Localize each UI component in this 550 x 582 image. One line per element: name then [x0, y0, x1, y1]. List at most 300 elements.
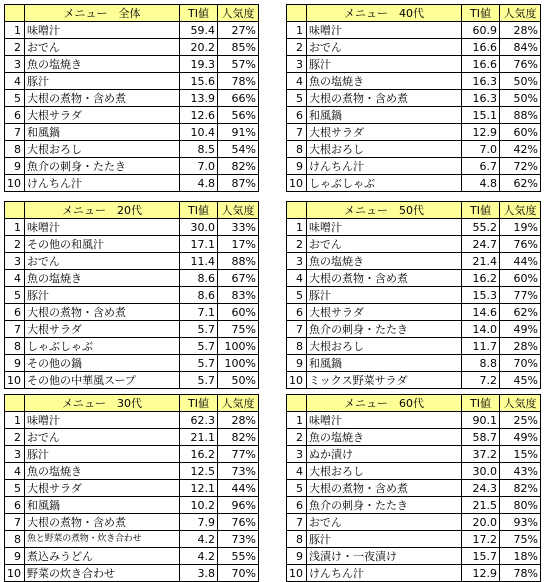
table-row [287, 565, 541, 582]
menu-item-cell: 大根サラダ [307, 124, 462, 141]
header-popularity: 人気度 [500, 395, 541, 412]
table-row [287, 287, 541, 304]
popularity-cell: 18% [500, 548, 541, 565]
popularity-cell: 60% [218, 304, 259, 321]
rank-cell: 7 [287, 124, 307, 141]
ti-value-cell: 13.9 [180, 90, 218, 107]
rank-cell: 7 [5, 321, 25, 338]
popularity-cell: 42% [500, 141, 541, 158]
popularity-cell: 62% [500, 175, 541, 192]
ranking-table-grid [4, 394, 259, 582]
ti-value-cell: 3.8 [180, 565, 218, 582]
ti-value-cell: 12.9 [462, 124, 500, 141]
ti-value-cell: 16.3 [462, 90, 500, 107]
popularity-cell: 43% [500, 463, 541, 480]
menu-item-cell: 大根サラダ [25, 321, 180, 338]
rank-cell: 7 [287, 321, 307, 338]
ti-value-cell: 7.9 [180, 514, 218, 531]
popularity-cell: 50% [500, 90, 541, 107]
table-row [5, 338, 259, 355]
popularity-cell: 72% [500, 158, 541, 175]
table-row [287, 219, 541, 236]
ti-value-cell: 17.2 [462, 531, 500, 548]
table-row [5, 56, 259, 73]
ti-value-cell: 8.6 [180, 287, 218, 304]
rank-cell: 2 [287, 39, 307, 56]
ti-value-cell: 15.3 [462, 287, 500, 304]
table-row [287, 175, 541, 192]
table-row [5, 355, 259, 372]
table-row [5, 39, 259, 56]
rank-cell: 1 [287, 22, 307, 39]
header-ti: TI値 [180, 202, 218, 219]
table-header-row [287, 395, 541, 412]
popularity-cell: 78% [500, 565, 541, 582]
table-row [287, 338, 541, 355]
popularity-cell: 88% [218, 253, 259, 270]
menu-item-cell: おでん [307, 39, 462, 56]
rank-cell: 10 [287, 372, 307, 389]
table-row [287, 107, 541, 124]
ti-value-cell: 12.1 [180, 480, 218, 497]
header-popularity: 人気度 [500, 5, 541, 22]
table-row [287, 304, 541, 321]
popularity-cell: 82% [500, 480, 541, 497]
rank-cell: 3 [287, 446, 307, 463]
rank-cell: 9 [5, 548, 25, 565]
rank-cell: 2 [287, 429, 307, 446]
menu-item-cell: 和風鍋 [307, 355, 462, 372]
menu-item-cell: しゃぶしゃぶ [307, 175, 462, 192]
menu-item-cell: 味噌汁 [25, 219, 180, 236]
table-header-row [287, 202, 541, 219]
rank-cell: 7 [5, 514, 25, 531]
ti-value-cell: 21.1 [180, 429, 218, 446]
table-row [287, 429, 541, 446]
ti-value-cell: 24.7 [462, 236, 500, 253]
menu-item-cell: 魚介の刺身・たたき [307, 321, 462, 338]
table-row [5, 175, 259, 192]
header-popularity: 人気度 [218, 202, 259, 219]
popularity-cell: 49% [500, 429, 541, 446]
popularity-cell: 100% [218, 355, 259, 372]
header-rank-cell [5, 395, 25, 412]
menu-item-cell: 魚と野菜の煮物・炊き合わせ [25, 531, 180, 548]
menu-item-cell: ぬか漬け [307, 446, 462, 463]
header-popularity: 人気度 [218, 5, 259, 22]
menu-item-cell: 魚の塩焼き [307, 253, 462, 270]
popularity-cell: 25% [500, 412, 541, 429]
table-row [287, 412, 541, 429]
popularity-cell: 54% [218, 141, 259, 158]
rank-cell: 9 [5, 355, 25, 372]
popularity-cell: 50% [500, 73, 541, 90]
ti-value-cell: 14.6 [462, 304, 500, 321]
table-header-row [5, 202, 259, 219]
table-row [5, 304, 259, 321]
rank-cell: 1 [5, 22, 25, 39]
menu-item-cell: その他の和風汁 [25, 236, 180, 253]
table-row [5, 253, 259, 270]
menu-item-cell: 味噌汁 [25, 412, 180, 429]
rank-cell: 5 [287, 287, 307, 304]
menu-item-cell: 魚の塩焼き [25, 270, 180, 287]
rank-cell: 3 [287, 253, 307, 270]
ti-value-cell: 4.8 [180, 175, 218, 192]
menu-item-cell: 大根の煮物・含め煮 [25, 514, 180, 531]
ti-value-cell: 16.2 [180, 446, 218, 463]
popularity-cell: 78% [218, 73, 259, 90]
popularity-cell: 45% [500, 372, 541, 389]
rank-cell: 3 [287, 56, 307, 73]
ti-value-cell: 20.2 [180, 39, 218, 56]
ti-value-cell: 6.7 [462, 158, 500, 175]
ti-value-cell: 7.1 [180, 304, 218, 321]
ranking-table-grid [286, 4, 541, 192]
ranking-table-4 [286, 201, 541, 389]
menu-item-cell: 味噌汁 [307, 219, 462, 236]
rank-cell: 1 [287, 219, 307, 236]
table-row [287, 158, 541, 175]
table-row [5, 141, 259, 158]
header-popularity: 人気度 [500, 202, 541, 219]
ti-value-cell: 16.3 [462, 73, 500, 90]
menu-item-cell: その他の中華風スープ [25, 372, 180, 389]
table-row [5, 372, 259, 389]
ti-value-cell: 12.5 [180, 463, 218, 480]
ti-value-cell: 62.3 [180, 412, 218, 429]
table-row [287, 372, 541, 389]
popularity-cell: 80% [500, 497, 541, 514]
rank-cell: 10 [5, 372, 25, 389]
rank-cell: 2 [5, 429, 25, 446]
table-row [287, 270, 541, 287]
popularity-cell: 75% [500, 531, 541, 548]
table-row [5, 463, 259, 480]
ti-value-cell: 7.0 [180, 158, 218, 175]
ti-value-cell: 60.9 [462, 22, 500, 39]
table-row [287, 321, 541, 338]
menu-item-cell: 豚汁 [25, 287, 180, 304]
table-title: メニュー 40代 [307, 5, 462, 22]
popularity-cell: 50% [218, 372, 259, 389]
popularity-cell: 91% [218, 124, 259, 141]
ti-value-cell: 24.3 [462, 480, 500, 497]
table-title: メニュー 60代 [307, 395, 462, 412]
ti-value-cell: 12.9 [462, 565, 500, 582]
header-rank-cell [287, 5, 307, 22]
ranking-table-6 [286, 394, 541, 582]
table-row [287, 355, 541, 372]
rank-cell: 5 [287, 480, 307, 497]
header-rank-cell [5, 5, 25, 22]
menu-item-cell: 味噌汁 [25, 22, 180, 39]
menu-item-cell: 大根おろし [307, 463, 462, 480]
table-title: メニュー 30代 [25, 395, 180, 412]
popularity-cell: 96% [218, 497, 259, 514]
popularity-cell: 93% [500, 514, 541, 531]
menu-item-cell: けんちん汁 [307, 565, 462, 582]
header-rank-cell [287, 395, 307, 412]
ti-value-cell: 90.1 [462, 412, 500, 429]
popularity-cell: 57% [218, 56, 259, 73]
menu-item-cell: 豚汁 [307, 56, 462, 73]
menu-item-cell: 味噌汁 [307, 22, 462, 39]
table-title: メニュー 50代 [307, 202, 462, 219]
ranking-table-grid [286, 201, 541, 389]
rank-cell: 9 [287, 158, 307, 175]
table-row [5, 514, 259, 531]
menu-item-cell: 大根サラダ [25, 480, 180, 497]
popularity-cell: 66% [218, 90, 259, 107]
menu-item-cell: 豚汁 [25, 73, 180, 90]
popularity-cell: 77% [218, 446, 259, 463]
header-ti: TI値 [462, 202, 500, 219]
rank-cell: 6 [5, 304, 25, 321]
popularity-cell: 55% [218, 548, 259, 565]
rank-cell: 7 [287, 514, 307, 531]
menu-item-cell: その他の鍋 [25, 355, 180, 372]
menu-item-cell: 大根の煮物・含め煮 [307, 90, 462, 107]
menu-item-cell: けんちん汁 [25, 175, 180, 192]
popularity-cell: 73% [218, 531, 259, 548]
rank-cell: 10 [287, 565, 307, 582]
ti-value-cell: 8.5 [180, 141, 218, 158]
table-row [5, 446, 259, 463]
popularity-cell: 56% [218, 107, 259, 124]
ti-value-cell: 11.4 [180, 253, 218, 270]
ti-value-cell: 30.0 [462, 463, 500, 480]
ranking-table-grid [4, 4, 259, 192]
menu-item-cell: 和風鍋 [25, 124, 180, 141]
popularity-cell: 70% [218, 565, 259, 582]
table-row [5, 22, 259, 39]
rank-cell: 1 [287, 412, 307, 429]
popularity-cell: 87% [218, 175, 259, 192]
rank-cell: 5 [5, 480, 25, 497]
table-row [287, 124, 541, 141]
table-row [287, 497, 541, 514]
table-row [5, 158, 259, 175]
ranking-table-grid [4, 201, 259, 389]
rank-cell: 2 [5, 39, 25, 56]
rank-cell: 10 [287, 175, 307, 192]
menu-item-cell: 味噌汁 [307, 412, 462, 429]
rank-cell: 10 [5, 175, 25, 192]
rank-cell: 7 [5, 124, 25, 141]
ranking-table-5 [4, 394, 259, 582]
rank-cell: 5 [5, 287, 25, 304]
popularity-cell: 19% [500, 219, 541, 236]
table-header-row [5, 395, 259, 412]
rank-cell: 3 [5, 56, 25, 73]
menu-item-cell: しゃぶしゃぶ [25, 338, 180, 355]
ti-value-cell: 55.2 [462, 219, 500, 236]
table-row [287, 236, 541, 253]
ti-value-cell: 20.0 [462, 514, 500, 531]
table-row [5, 480, 259, 497]
menu-item-cell: おでん [25, 39, 180, 56]
popularity-cell: 44% [500, 253, 541, 270]
menu-item-cell: 野菜の炊き合わせ [25, 565, 180, 582]
ti-value-cell: 7.0 [462, 141, 500, 158]
menu-item-cell: 大根の煮物・含め煮 [307, 480, 462, 497]
ti-value-cell: 21.5 [462, 497, 500, 514]
popularity-cell: 100% [218, 338, 259, 355]
popularity-cell: 15% [500, 446, 541, 463]
ti-value-cell: 16.2 [462, 270, 500, 287]
rank-cell: 3 [5, 446, 25, 463]
header-ti: TI値 [180, 395, 218, 412]
table-row [287, 531, 541, 548]
table-header-row [287, 5, 541, 22]
menu-item-cell: 和風鍋 [25, 497, 180, 514]
ranking-table-grid [286, 394, 541, 582]
rank-cell: 4 [287, 73, 307, 90]
header-rank-cell [287, 202, 307, 219]
rank-cell: 6 [5, 107, 25, 124]
popularity-cell: 17% [218, 236, 259, 253]
rank-cell: 5 [5, 90, 25, 107]
menu-item-cell: 大根おろし [307, 338, 462, 355]
menu-item-cell: 大根おろし [307, 141, 462, 158]
table-row [5, 429, 259, 446]
popularity-cell: 88% [500, 107, 541, 124]
popularity-cell: 82% [218, 429, 259, 446]
menu-item-cell: 魚の塩焼き [307, 73, 462, 90]
menu-item-cell: 浅漬け・一夜漬け [307, 548, 462, 565]
table-row [5, 236, 259, 253]
table-row [287, 22, 541, 39]
table-row [5, 107, 259, 124]
menu-item-cell: 魚介の刺身・たたき [307, 497, 462, 514]
table-row [5, 124, 259, 141]
rank-cell: 4 [287, 270, 307, 287]
ti-value-cell: 17.1 [180, 236, 218, 253]
table-row [287, 480, 541, 497]
table-row [287, 463, 541, 480]
table-row [287, 73, 541, 90]
menu-item-cell: 大根サラダ [25, 107, 180, 124]
table-row [5, 565, 259, 582]
menu-item-cell: おでん [307, 236, 462, 253]
table-row [287, 253, 541, 270]
table-row [5, 497, 259, 514]
menu-item-cell: 大根おろし [25, 141, 180, 158]
popularity-cell: 70% [500, 355, 541, 372]
ranking-table-2 [286, 4, 541, 192]
table-row [5, 90, 259, 107]
popularity-cell: 44% [218, 480, 259, 497]
ti-value-cell: 15.7 [462, 548, 500, 565]
rank-cell: 4 [5, 270, 25, 287]
popularity-cell: 28% [500, 22, 541, 39]
ranking-table-1 [4, 4, 259, 192]
rank-cell: 6 [287, 107, 307, 124]
popularity-cell: 76% [218, 514, 259, 531]
rank-cell: 3 [5, 253, 25, 270]
ti-value-cell: 59.4 [180, 22, 218, 39]
menu-item-cell: 豚汁 [25, 446, 180, 463]
ti-value-cell: 16.6 [462, 56, 500, 73]
menu-item-cell: おでん [25, 253, 180, 270]
rank-cell: 4 [5, 463, 25, 480]
ti-value-cell: 5.7 [180, 372, 218, 389]
menu-item-cell: 大根の煮物・含め煮 [25, 304, 180, 321]
rank-cell: 8 [287, 338, 307, 355]
rank-cell: 9 [287, 548, 307, 565]
table-header-row [5, 5, 259, 22]
rank-cell: 4 [287, 463, 307, 480]
ti-value-cell: 21.4 [462, 253, 500, 270]
ti-value-cell: 37.2 [462, 446, 500, 463]
ti-value-cell: 10.2 [180, 497, 218, 514]
ti-value-cell: 11.7 [462, 338, 500, 355]
popularity-cell: 85% [218, 39, 259, 56]
rank-cell: 5 [287, 90, 307, 107]
menu-item-cell: 魚介の刺身・たたき [25, 158, 180, 175]
popularity-cell: 77% [500, 287, 541, 304]
ti-value-cell: 8.6 [180, 270, 218, 287]
ti-value-cell: 19.3 [180, 56, 218, 73]
rank-cell: 8 [287, 531, 307, 548]
rank-cell: 8 [5, 531, 25, 548]
table-row [287, 90, 541, 107]
table-row [287, 141, 541, 158]
table-row [287, 39, 541, 56]
table-row [5, 270, 259, 287]
ti-value-cell: 15.6 [180, 73, 218, 90]
ti-value-cell: 58.7 [462, 429, 500, 446]
rank-cell: 10 [5, 565, 25, 582]
popularity-cell: 76% [500, 56, 541, 73]
rank-cell: 8 [5, 338, 25, 355]
table-row [5, 548, 259, 565]
table-row [5, 219, 259, 236]
rank-cell: 8 [287, 141, 307, 158]
ti-value-cell: 4.2 [180, 548, 218, 565]
header-ti: TI値 [462, 395, 500, 412]
popularity-cell: 75% [218, 321, 259, 338]
menu-item-cell: 魚の塩焼き [25, 56, 180, 73]
table-row [287, 56, 541, 73]
popularity-cell: 49% [500, 321, 541, 338]
ti-value-cell: 10.4 [180, 124, 218, 141]
popularity-cell: 82% [218, 158, 259, 175]
table-row [287, 446, 541, 463]
ti-value-cell: 8.8 [462, 355, 500, 372]
ti-value-cell: 16.6 [462, 39, 500, 56]
menu-item-cell: ミックス野菜サラダ [307, 372, 462, 389]
popularity-cell: 33% [218, 219, 259, 236]
ti-value-cell: 15.1 [462, 107, 500, 124]
table-title: メニュー 全体 [25, 5, 180, 22]
table-title: メニュー 20代 [25, 202, 180, 219]
popularity-cell: 27% [218, 22, 259, 39]
popularity-cell: 62% [500, 304, 541, 321]
ti-value-cell: 14.0 [462, 321, 500, 338]
menu-item-cell: 大根サラダ [307, 304, 462, 321]
menu-item-cell: おでん [307, 514, 462, 531]
menu-item-cell: 魚の塩焼き [25, 463, 180, 480]
popularity-cell: 67% [218, 270, 259, 287]
table-row [5, 531, 259, 548]
rank-cell: 1 [5, 412, 25, 429]
ti-value-cell: 4.2 [180, 531, 218, 548]
rank-cell: 9 [287, 355, 307, 372]
popularity-cell: 28% [218, 412, 259, 429]
menu-item-cell: 煮込みうどん [25, 548, 180, 565]
